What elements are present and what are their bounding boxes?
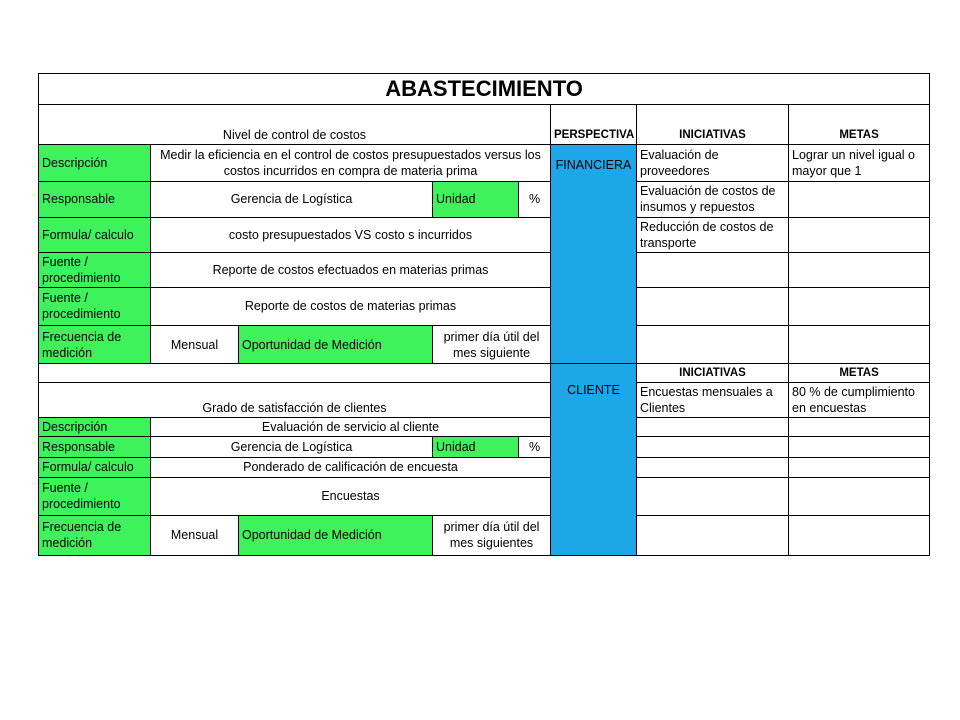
descripcion-value: Evaluación de servicio al cliente	[151, 418, 551, 437]
iniciativa-item: Evaluación de proveedores	[637, 145, 789, 182]
iniciativa-item	[637, 515, 789, 555]
meta-item	[789, 287, 930, 325]
metas-header: METAS	[789, 364, 930, 383]
unidad-label: Unidad	[433, 182, 519, 217]
meta-item	[789, 457, 930, 477]
unidad-value: %	[519, 437, 551, 457]
iniciativa-item: Encuestas mensuales a Clientes	[637, 383, 789, 418]
frecuencia-value: Mensual	[151, 515, 239, 555]
iniciativa-item	[637, 477, 789, 515]
spacer-cell	[39, 364, 551, 383]
oportunidad-label: Oportunidad de Medición	[239, 515, 433, 555]
iniciativa-item	[637, 457, 789, 477]
meta-item: 80 % de cumplimiento en encuestas	[789, 383, 930, 418]
descripcion-value: Medir la eficiencia en el control de costos presupuestados versus los costos incurridos en compra de materia prima	[151, 145, 551, 182]
unidad-label: Unidad	[433, 437, 519, 457]
metas-header: METAS	[789, 105, 930, 145]
fuente-label: Fuente / procedimiento	[39, 252, 151, 287]
oportunidad-label: Oportunidad de Medición	[239, 326, 433, 364]
iniciativa-item: Evaluación de costos de insumos y repuestos	[637, 182, 789, 217]
perspectiva-financiera: FINANCIERA	[551, 145, 637, 364]
responsable-label: Responsable	[39, 437, 151, 457]
formula-label: Formula/ calculo	[39, 457, 151, 477]
meta-item	[789, 477, 930, 515]
iniciativas-header: INICIATIVAS	[637, 105, 789, 145]
iniciativa-item	[637, 418, 789, 437]
page-title: ABASTECIMIENTO	[39, 74, 930, 105]
iniciativa-item	[637, 252, 789, 287]
meta-item	[789, 182, 930, 217]
oportunidad-value: primer día útil del mes siguientes	[433, 515, 551, 555]
frecuencia-label: Frecuencia de medición	[39, 326, 151, 364]
descripcion-label: Descripción	[39, 145, 151, 182]
indicator-title-costos: Nivel de control de costos	[39, 105, 551, 145]
meta-item	[789, 437, 930, 457]
fuente-value: Reporte de costos efectuados en materias primas	[151, 252, 551, 287]
responsable-label: Responsable	[39, 182, 151, 217]
responsable-value: Gerencia de Logística	[151, 437, 433, 457]
fuente-value: Encuestas	[151, 477, 551, 515]
abastecimiento-table	[38, 73, 930, 556]
responsable-value: Gerencia de Logística	[151, 182, 433, 217]
formula-value: Ponderado de calificación de encuesta	[151, 457, 551, 477]
unidad-value: %	[519, 182, 551, 217]
formula-value: costo presupuestados VS costo s incurridos	[151, 217, 551, 252]
iniciativa-item: Reducción de costos de transporte	[637, 217, 789, 252]
frecuencia-value: Mensual	[151, 326, 239, 364]
iniciativas-header: INICIATIVAS	[637, 364, 789, 383]
meta-item: Lograr un nivel igual o mayor que 1	[789, 145, 930, 182]
perspectiva-cliente: CLIENTE	[551, 364, 637, 556]
formula-label: Formula/ calculo	[39, 217, 151, 252]
fuente-label: Fuente / procedimiento	[39, 477, 151, 515]
fuente-value: Reporte de costos de materias primas	[151, 287, 551, 325]
frecuencia-label: Frecuencia de medición	[39, 515, 151, 555]
meta-item	[789, 326, 930, 364]
indicator-title-clientes: Grado de satisfacción de clientes	[39, 383, 551, 418]
oportunidad-value: primer día útil del mes siguiente	[433, 326, 551, 364]
iniciativa-item	[637, 287, 789, 325]
descripcion-label: Descripción	[39, 418, 151, 437]
meta-item	[789, 217, 930, 252]
meta-item	[789, 515, 930, 555]
fuente-label: Fuente / procedimiento	[39, 287, 151, 325]
perspectiva-header: PERSPECTIVA	[551, 105, 637, 145]
iniciativa-item	[637, 326, 789, 364]
iniciativa-item	[637, 437, 789, 457]
meta-item	[789, 418, 930, 437]
meta-item	[789, 252, 930, 287]
